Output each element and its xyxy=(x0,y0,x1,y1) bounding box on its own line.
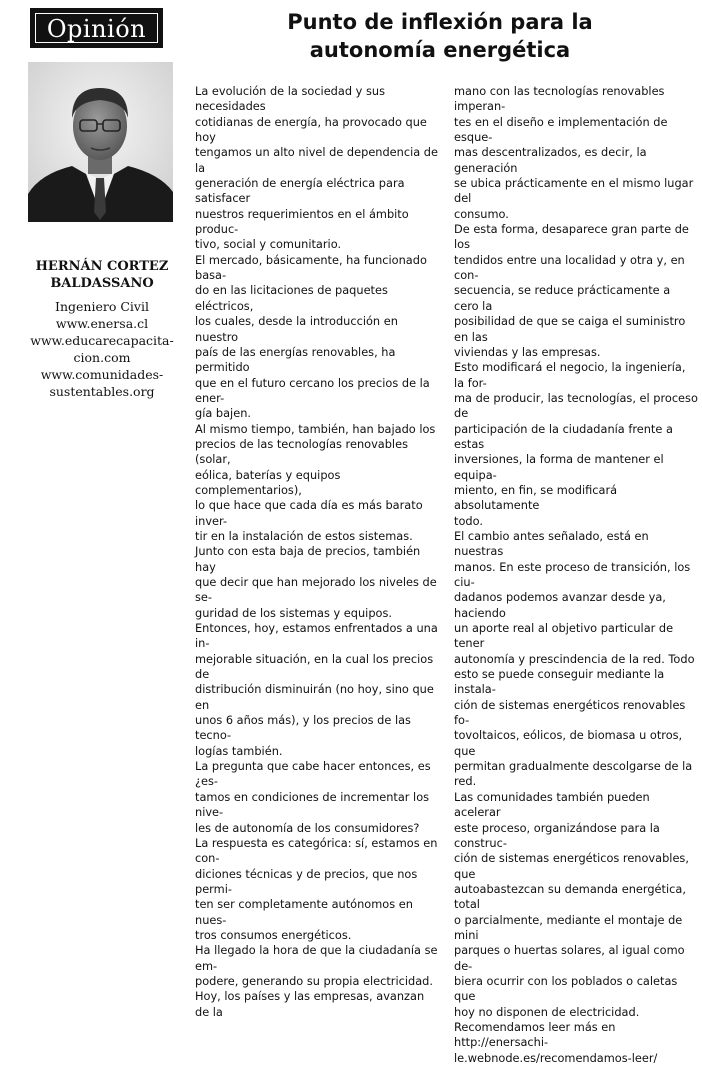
article-line: lo que hace que cada día es más barato inver- xyxy=(195,498,423,528)
article-line: do en las licitaciones de paquetes eléctricos, xyxy=(195,283,388,313)
article-line: La pregunta que cabe hacer entonces, es ¿es- xyxy=(195,759,431,789)
article-line: mano con las tecnologías renovables imperan- xyxy=(454,84,665,114)
article-line: Esto modificará el negocio, la ingeniería, la for- xyxy=(454,360,686,390)
article-line: posibilidad de que se caiga el suministro en las xyxy=(454,314,686,344)
article-line: esto se puede conseguir mediante la instala- xyxy=(454,667,665,697)
article-line: autonomía y prescindencia de la red. Todo xyxy=(454,651,695,666)
author-title: Ingeniero Civil xyxy=(55,299,149,314)
article-line: El mercado, básicamente, ha funcionado basa- xyxy=(195,252,427,283)
article-line: tes en el diseño e implementación de esque- xyxy=(454,114,668,145)
article-line: eólica, baterías y equipos complementarios), xyxy=(195,467,341,497)
article-line: hoy no disponen de electricidad. xyxy=(454,1004,640,1019)
article-line: inversiones, la forma de mantener el equipa- xyxy=(454,452,664,482)
headline-line-1: Punto de inflexión para la xyxy=(287,10,593,34)
article-line: participación de la ciudadanía frente a estas xyxy=(454,421,673,451)
article-line: mejorable situación, en la cual los precios de xyxy=(195,651,434,682)
article-paragraph xyxy=(454,790,698,1020)
article-line: les de autonomía de los consumidores? xyxy=(195,820,420,835)
article-line: todo. xyxy=(454,513,483,528)
article-line: manos. En este proceso de transición, los ciu- xyxy=(454,559,691,589)
article-paragraph xyxy=(195,621,439,759)
article-line: logías también. xyxy=(195,743,283,758)
article-line: unos 6 años más), y los precios de las tecno- xyxy=(195,713,411,743)
article-line: Las comunidades también pueden acelerar xyxy=(454,789,650,820)
article-line: tir en la instalación de estos sistemas. xyxy=(195,528,413,543)
article-paragraph xyxy=(195,422,439,545)
article-line: o parcialmente, mediante el montaje de mini xyxy=(454,912,683,942)
article-line: que en el futuro cercano los precios de la ener- xyxy=(195,375,430,405)
article-line: guridad de los sistemas y equipos. xyxy=(195,605,392,620)
article-paragraph xyxy=(454,84,698,222)
article-line: gía bajen. xyxy=(195,406,251,421)
article-column-1 xyxy=(195,84,439,1020)
article-line: La respuesta es categórica: sí, estamos en con- xyxy=(195,835,438,866)
article-line: La evolución de la sociedad y sus necesidades xyxy=(195,84,385,114)
article-line: parques o huertas solares, al igual como de- xyxy=(454,943,685,973)
headline-line-2: autonomía energética xyxy=(309,38,571,62)
article-line: El cambio antes señalado, está en nuestras xyxy=(454,528,649,559)
author-details xyxy=(28,298,176,400)
article-line: consumo. xyxy=(454,206,509,221)
article-paragraph xyxy=(195,84,439,253)
article-paragraph xyxy=(195,759,439,836)
article-line: Entonces, hoy, estamos enfrentados a una in- xyxy=(195,621,438,651)
article-line: generación de energía eléctrica para satisfacer xyxy=(195,176,405,206)
article-line: este proceso, organizándose para la construc- xyxy=(454,820,660,850)
article-paragraph xyxy=(195,544,439,621)
article-line: Al mismo tiempo, también, han bajado los xyxy=(195,421,436,436)
article-line: le.webnode.es/recomendamos-leer/ xyxy=(454,1050,658,1065)
author-info xyxy=(28,258,176,400)
author-website: www.enersa.cl xyxy=(55,316,149,331)
article-paragraph xyxy=(195,989,439,1020)
article-line: mas descentralizados, es decir, la generación xyxy=(454,145,647,175)
article-line: podere, generando su propia electricidad. xyxy=(195,973,433,988)
article-line: permitan gradualmente descolgarse de la red. xyxy=(454,759,693,789)
author-name-line: BALDASSANO xyxy=(50,276,154,291)
headline xyxy=(250,8,630,64)
article-line: secuencia, se reduce prácticamente a cero la xyxy=(454,283,671,313)
article-line: diciones técnicas y de precios, que nos permi- xyxy=(195,866,418,896)
article-line: biera ocurrir con los poblados o caletas que xyxy=(454,973,678,1004)
article-line: ción de sistemas energéticos renovables fo- xyxy=(454,697,686,728)
author-photo xyxy=(28,62,173,222)
article-line: precios de las tecnologías renovables (solar, xyxy=(195,436,408,467)
article-paragraph xyxy=(195,836,439,943)
article-line: se ubica prácticamente en el mismo lugar del xyxy=(454,176,694,206)
article-line: miento, en fin, se modificará absolutamente xyxy=(454,482,618,513)
article-line: tivo, social y comunitario. xyxy=(195,237,342,252)
article-line: un aporte real al objetivo particular de tener xyxy=(454,621,674,651)
article-line: tovoltaicos, eólicos, de biomasa u otros, que xyxy=(454,728,683,758)
article-line: nuestros requerimientos en el ámbito produc- xyxy=(195,206,409,237)
author-portrait-image xyxy=(28,62,173,222)
article-line: dadanos podemos avanzar desde ya, haciendo xyxy=(454,590,666,620)
article-line: tamos en condiciones de incrementar los nive- xyxy=(195,789,430,820)
article-line: tendidos entre una localidad y otra y, en con- xyxy=(454,252,685,283)
author-name xyxy=(28,258,176,292)
article-line: tros consumos energéticos. xyxy=(195,927,352,942)
author-name-line: HERNÁN CORTEZ xyxy=(35,259,169,274)
section-label: Opinión xyxy=(46,15,147,43)
article-paragraph xyxy=(454,529,698,790)
article-line: que decir que han mejorado los niveles de se- xyxy=(195,575,437,605)
article-paragraph xyxy=(195,253,439,422)
article-line: los cuales, desde la introducción en nuestro xyxy=(195,314,398,344)
author-website: cion.com xyxy=(73,350,131,365)
article-line: De esta forma, desaparece gran parte de los xyxy=(454,222,689,252)
article-line: Ha llegado la hora de que la ciudadanía se em- xyxy=(195,943,438,973)
article-paragraph xyxy=(195,943,439,989)
author-website: www.comunidades- xyxy=(40,367,164,382)
article-line: cotidianas de energía, ha provocado que hoy xyxy=(195,114,427,145)
article-line: distribución disminuirán (no hoy, sino que en xyxy=(195,682,434,712)
article-line: autoabastezcan su demanda energética, total xyxy=(454,881,686,912)
article-line: país de las energías renovables, ha permitido xyxy=(195,344,396,375)
article-line: ma de producir, las tecnologías, el proceso de xyxy=(454,390,698,421)
article-line: ción de sistemas energéticos renovables, que xyxy=(454,851,689,881)
article-line: viviendas y las empresas. xyxy=(454,344,601,359)
article-line: tengamos un alto nivel de dependencia de la xyxy=(195,145,438,175)
article-paragraph xyxy=(454,1020,698,1066)
article-column-2 xyxy=(454,84,698,1066)
article-line: ten ser completamente autónomos en nues- xyxy=(195,897,413,927)
article-paragraph xyxy=(454,222,698,360)
article-line: Hoy, los países y las empresas, avanzan de la xyxy=(195,989,425,1019)
author-website: www.educarecapacita- xyxy=(30,333,174,348)
section-badge xyxy=(30,8,163,48)
article-line: Junto con esta baja de precios, también hay xyxy=(195,544,421,574)
article-paragraph xyxy=(454,360,698,529)
author-website: sustentables.org xyxy=(49,384,155,399)
article-line: Recomendamos leer más en http://enersachi- xyxy=(454,1019,616,1050)
